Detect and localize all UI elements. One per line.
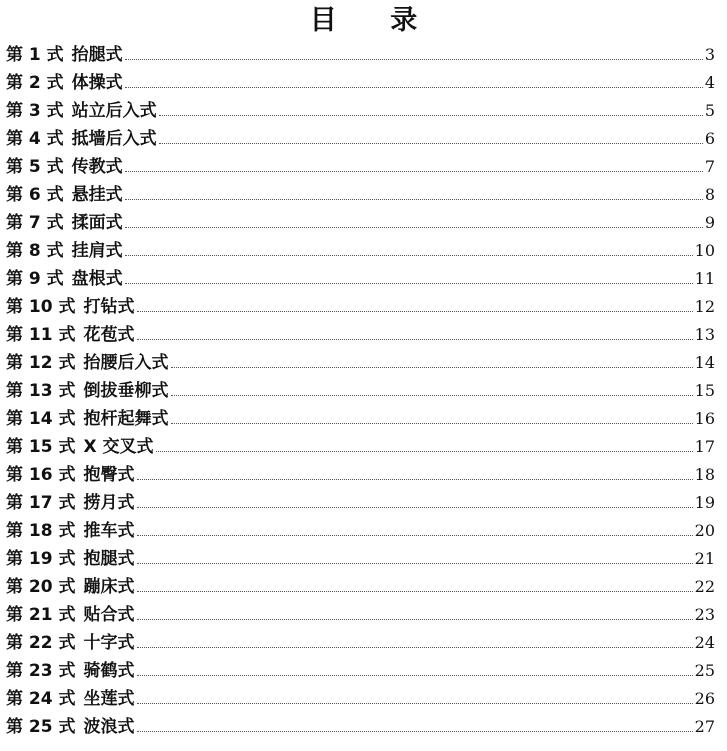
toc-entry-label	[6, 545, 135, 573]
toc-entry-title: 挂肩式	[71, 241, 123, 261]
toc-entry[interactable]	[6, 685, 715, 713]
toc-entry-number: 第 2 式	[6, 73, 64, 93]
toc-entry-page-number: 7	[704, 157, 715, 176]
toc-entry-title: 波浪式	[83, 717, 135, 737]
toc-entry[interactable]	[6, 713, 715, 741]
toc-entry-title: 抱臀式	[83, 465, 135, 485]
dot-leader	[171, 423, 693, 424]
toc-entry-page-number: 19	[694, 493, 715, 512]
toc-entry-label	[6, 461, 135, 489]
dot-leader	[137, 647, 693, 648]
toc-entry-number: 第 1 式	[6, 45, 64, 65]
toc-entry[interactable]	[6, 293, 715, 321]
toc-entry-number: 第 6 式	[6, 185, 64, 205]
dot-leader	[137, 507, 693, 508]
toc-entry-number: 第 23 式	[6, 661, 76, 681]
toc-entry-page-number: 22	[694, 577, 715, 596]
toc-entry-title: 蹦床式	[83, 577, 135, 597]
toc-entry-label	[6, 69, 123, 97]
toc-entry-label	[6, 97, 157, 125]
toc-entry-label	[6, 685, 135, 713]
toc-entry-number: 第 16 式	[6, 465, 76, 485]
dot-leader	[137, 479, 693, 480]
dot-leader	[137, 675, 693, 676]
toc-entry-title: 抵墙后入式	[71, 129, 157, 149]
toc-entry-title: 盘根式	[71, 269, 123, 289]
dot-leader	[137, 591, 693, 592]
toc-entry-title: 抬腰后入式	[83, 353, 169, 373]
toc-entry[interactable]	[6, 657, 715, 685]
toc-entry-label	[6, 125, 157, 153]
toc-entry-label	[6, 601, 135, 629]
toc-entry-number: 第 3 式	[6, 101, 64, 121]
toc-entry-label	[6, 181, 123, 209]
toc-entry-page-number: 10	[694, 241, 715, 260]
toc-entry-label	[6, 321, 135, 349]
toc-entry-label	[6, 489, 135, 517]
dot-leader	[125, 87, 703, 88]
toc-entry-number: 第 5 式	[6, 157, 64, 177]
toc-entry[interactable]	[6, 97, 715, 125]
toc-entry[interactable]	[6, 517, 715, 545]
toc-entry-title: 传教式	[71, 157, 123, 177]
toc-entry-label	[6, 405, 169, 433]
toc-entry-label	[6, 209, 123, 237]
toc-title: 目 录	[309, 5, 440, 36]
toc-entry-page-number: 24	[694, 633, 715, 652]
toc-entry-label	[6, 713, 135, 741]
toc-entry-title: 坐莲式	[83, 689, 135, 709]
toc-entry-title: 推车式	[83, 521, 135, 541]
toc-entry-page-number: 26	[694, 689, 715, 708]
toc-entry-page-number: 5	[704, 101, 715, 120]
toc-entry-label	[6, 293, 135, 321]
toc-entry[interactable]	[6, 181, 715, 209]
toc-entry-page-number: 16	[694, 409, 715, 428]
toc-entry-number: 第 20 式	[6, 577, 76, 597]
dot-leader	[137, 619, 693, 620]
toc-entry[interactable]	[6, 349, 715, 377]
toc-entry-number: 第 9 式	[6, 269, 64, 289]
toc-entry-number: 第 24 式	[6, 689, 76, 709]
toc-entry-title: 骑鹤式	[83, 661, 135, 681]
toc-entry-label	[6, 573, 135, 601]
toc-entry-label	[6, 629, 135, 657]
toc-entry-title: 花苞式	[83, 325, 135, 345]
toc-entry-label	[6, 433, 154, 461]
toc-entry-title: 体操式	[71, 73, 123, 93]
toc-entry-number: 第 10 式	[6, 297, 76, 317]
toc-entry-title: 十字式	[83, 633, 135, 653]
dot-leader	[159, 143, 703, 144]
table-of-contents	[6, 41, 715, 741]
toc-entry-title: X 交叉式	[83, 437, 154, 457]
toc-entry-title: 贴合式	[83, 605, 135, 625]
toc-entry-page-number: 17	[694, 437, 715, 456]
toc-entry-page-number: 25	[694, 661, 715, 680]
toc-entry[interactable]	[6, 489, 715, 517]
toc-entry-title: 悬挂式	[71, 185, 123, 205]
toc-entry-page-number: 23	[694, 605, 715, 624]
toc-entry-title: 抬腿式	[71, 45, 123, 65]
toc-entry-label	[6, 41, 123, 69]
toc-entry-page-number: 11	[694, 269, 715, 288]
toc-entry-number: 第 7 式	[6, 213, 64, 233]
toc-entry-number: 第 4 式	[6, 129, 64, 149]
dot-leader	[137, 311, 693, 312]
toc-entry-number: 第 15 式	[6, 437, 76, 457]
toc-entry-title: 抱杆起舞式	[83, 409, 169, 429]
toc-entry-page-number: 18	[694, 465, 715, 484]
toc-entry-label	[6, 657, 135, 685]
toc-entry[interactable]	[6, 601, 715, 629]
dot-leader	[137, 731, 693, 732]
toc-entry-page-number: 27	[694, 717, 715, 736]
toc-entry[interactable]	[6, 209, 715, 237]
toc-entry[interactable]	[6, 237, 715, 265]
toc-entry-number: 第 22 式	[6, 633, 76, 653]
toc-entry-page-number: 4	[704, 73, 715, 92]
dot-leader	[159, 115, 703, 116]
toc-entry-title: 站立后入式	[71, 101, 157, 121]
toc-entry-number: 第 12 式	[6, 353, 76, 373]
toc-entry-title: 抱腿式	[83, 549, 135, 569]
toc-entry[interactable]	[6, 69, 715, 97]
toc-entry-label	[6, 237, 123, 265]
toc-entry-number: 第 14 式	[6, 409, 76, 429]
toc-entry[interactable]	[6, 41, 715, 69]
dot-leader	[125, 199, 703, 200]
dot-leader	[125, 283, 693, 284]
toc-entry-page-number: 20	[694, 521, 715, 540]
toc-entry-title: 打钻式	[83, 297, 135, 317]
toc-entry[interactable]	[6, 433, 715, 461]
dot-leader	[137, 339, 693, 340]
toc-entry-label	[6, 377, 169, 405]
toc-entry-label	[6, 517, 135, 545]
dot-leader	[171, 367, 693, 368]
dot-leader	[137, 563, 693, 564]
dot-leader	[156, 451, 693, 452]
toc-entry[interactable]	[6, 265, 715, 293]
toc-entry-page-number: 13	[694, 325, 715, 344]
toc-entry-number: 第 11 式	[6, 325, 76, 345]
dot-leader	[125, 171, 703, 172]
toc-entry[interactable]	[6, 573, 715, 601]
toc-entry[interactable]	[6, 405, 715, 433]
toc-entry-page-number: 15	[694, 381, 715, 400]
toc-entry[interactable]	[6, 377, 715, 405]
toc-entry[interactable]	[6, 545, 715, 573]
toc-entry-label	[6, 265, 123, 293]
toc-entry[interactable]	[6, 125, 715, 153]
toc-entry-title: 捞月式	[83, 493, 135, 513]
toc-entry[interactable]	[6, 321, 715, 349]
dot-leader	[125, 227, 703, 228]
toc-entry-page-number: 21	[694, 549, 715, 568]
toc-entry-page-number: 14	[694, 353, 715, 372]
toc-entry-page-number: 8	[704, 185, 715, 204]
toc-entry-number: 第 19 式	[6, 549, 76, 569]
toc-entry[interactable]	[6, 153, 715, 181]
toc-entry-label	[6, 153, 123, 181]
dot-leader	[125, 255, 693, 256]
toc-entry-page-number: 3	[704, 45, 715, 64]
toc-entry[interactable]	[6, 461, 715, 489]
toc-entry-number: 第 18 式	[6, 521, 76, 541]
toc-entry-number: 第 13 式	[6, 381, 76, 401]
toc-entry-title: 揉面式	[71, 213, 123, 233]
toc-entry[interactable]	[6, 629, 715, 657]
toc-entry-page-number: 12	[694, 297, 715, 316]
toc-entry-number: 第 8 式	[6, 241, 64, 261]
toc-entry-number: 第 25 式	[6, 717, 76, 737]
dot-leader	[137, 535, 693, 536]
toc-entry-number: 第 17 式	[6, 493, 76, 513]
toc-entry-page-number: 6	[704, 129, 715, 148]
toc-entry-page-number: 9	[704, 213, 715, 232]
dot-leader	[137, 703, 693, 704]
dot-leader	[171, 395, 693, 396]
dot-leader	[125, 59, 703, 60]
toc-entry-label	[6, 349, 169, 377]
toc-entry-number: 第 21 式	[6, 605, 76, 625]
toc-entry-title: 倒拔垂柳式	[83, 381, 169, 401]
